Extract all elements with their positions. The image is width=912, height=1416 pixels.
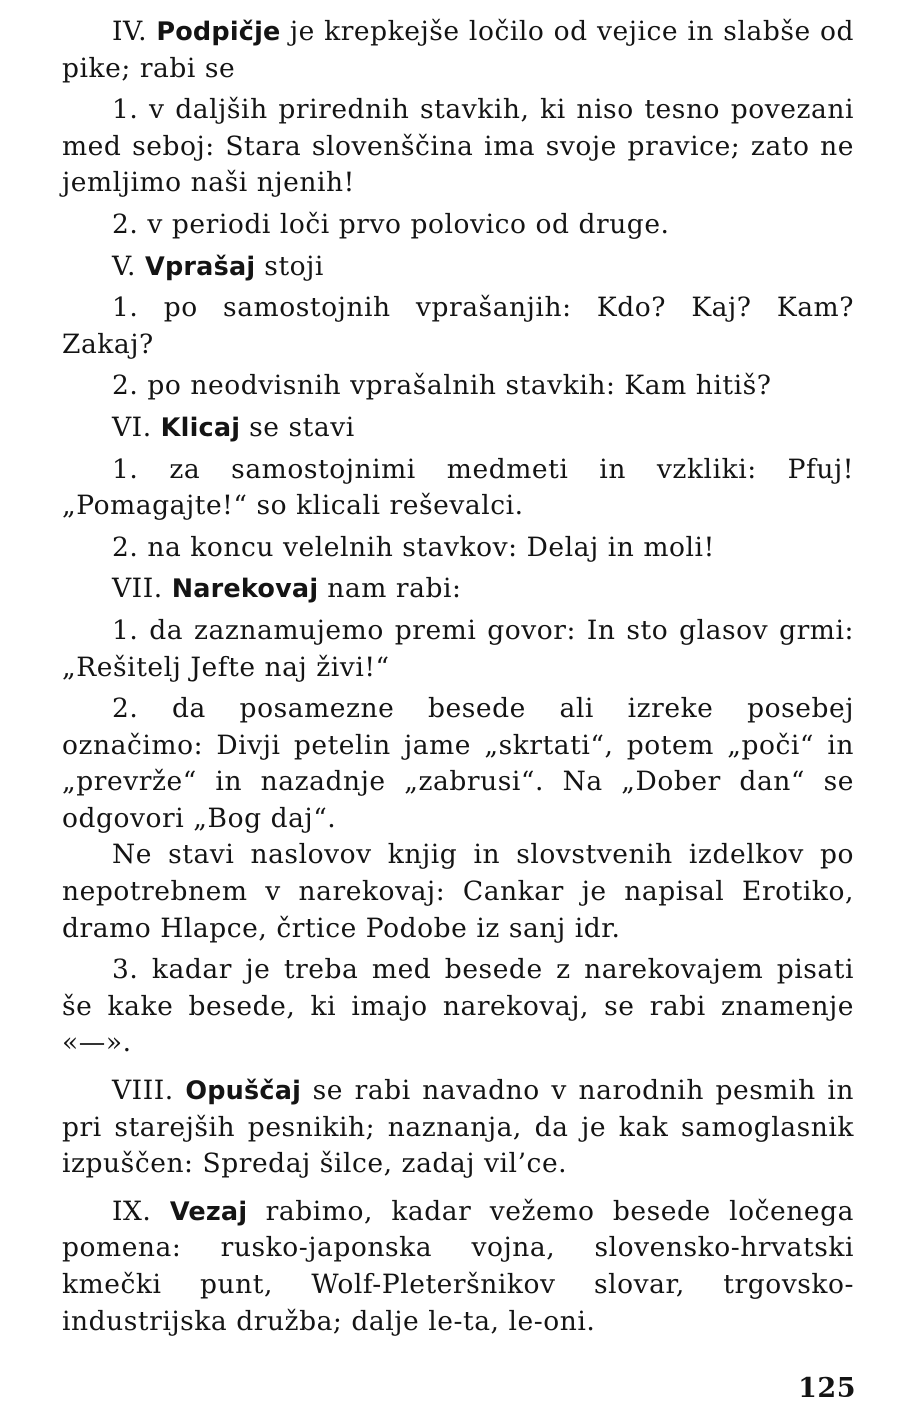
section-iv-term: Podpičje	[156, 17, 281, 47]
section-ix-numeral: IX.	[112, 1195, 152, 1227]
section-iv-text: je krepkejše ločilo od vejice in slabše od pike; rabi se	[62, 16, 854, 84]
section-viii-paragraph	[62, 1073, 854, 1183]
section-v-item-2: 2. po neodvisnih vprašalnih stavkih: Kam hitiš?	[112, 370, 772, 402]
section-vii-item-2: 2. da posamezne besede ali izreke posebej označimo: Divji petelin jame „skrtati“, potem „poči“ in „prevrže“ in nazadnje „zabrusi“. Na „Dober dan“ se odgovori „Bog daj“.	[62, 693, 854, 834]
section-iv-item-1: 1. v daljših prirednih stavkih, ki niso tesno povezani med seboj: Stara slovenščina ima svoje pravice; zato ne jemljimo naši njenih!	[62, 94, 854, 199]
section-ix-paragraph	[62, 1194, 854, 1340]
section-vii-heading	[62, 571, 854, 608]
section-vi-item-2: 2. na koncu velelnih stavkov: Delaj in moli!	[112, 531, 715, 563]
section-vi-item-1: 1. za samostojnimi medmeti in vzkliki: Pfuj! „Pomagajte!“ so klicali reševalci.	[62, 453, 854, 522]
section-v-item-1: 1. po samostojnih vprašanjih: Kdo? Kaj? Kam? Zakaj?	[62, 292, 854, 360]
page-body	[62, 14, 854, 1340]
section-v-text: stoji	[255, 250, 324, 282]
section-iv-item-2: 2. v periodi loči prvo polovico od druge.	[112, 208, 670, 240]
section-vii-item-3: 3. kadar je treba med besede z narekovajem pisati še kake besede, ki imajo narekovaj, se rabi znamenje «—».	[62, 954, 854, 1059]
section-vii-item-1: 1. da zaznamujemo premi govor: In sto glasov grmi: „Rešitelj Jefte naj živi!“	[62, 614, 854, 683]
section-ix-text: rabimo, kadar vežemo besede ločenega pomena: rusko-japonska vojna, slovensko-hrvatski kmečki punt, Wolf-Pleteršnikov slovar, trgovsko-industrijska družba; dalje le-ta, le-oni.	[62, 1195, 854, 1337]
section-v-numeral: V.	[112, 250, 137, 282]
section-vi-text: se stavi	[240, 411, 355, 443]
section-iv-numeral: IV.	[112, 16, 148, 47]
section-v-heading	[62, 249, 854, 286]
section-vi-numeral: VI.	[112, 411, 152, 443]
section-vi-term: Klicaj	[160, 412, 241, 443]
section-viii-numeral: VIII.	[112, 1075, 174, 1107]
section-viii-text: se rabi navadno v narodnih pesmih in pri starejših pesnikih; naznanja, da je kak samoglasnik izpuščen: Spredaj šilce, zadaj vil’ce.	[62, 1075, 854, 1180]
section-viii-term: Opuščaj	[185, 1076, 302, 1107]
section-iv-heading	[62, 14, 854, 87]
section-vi-heading	[62, 410, 854, 447]
section-v-term: Vprašaj	[145, 251, 256, 282]
page-number: 125	[798, 1373, 856, 1404]
section-vii-numeral: VII.	[112, 573, 163, 605]
section-vii-note: Ne stavi naslovov knjig in slovstvenih izdelkov po nepotrebnem v narekovaj: Cankar je napisal Erotiko, dramo Hlapce, črtice Podobe iz sanj idr.	[62, 839, 854, 944]
section-vii-text: nam rabi:	[318, 573, 462, 605]
section-ix-term: Vezaj	[169, 1196, 248, 1227]
section-vii-term: Narekovaj	[171, 574, 319, 605]
